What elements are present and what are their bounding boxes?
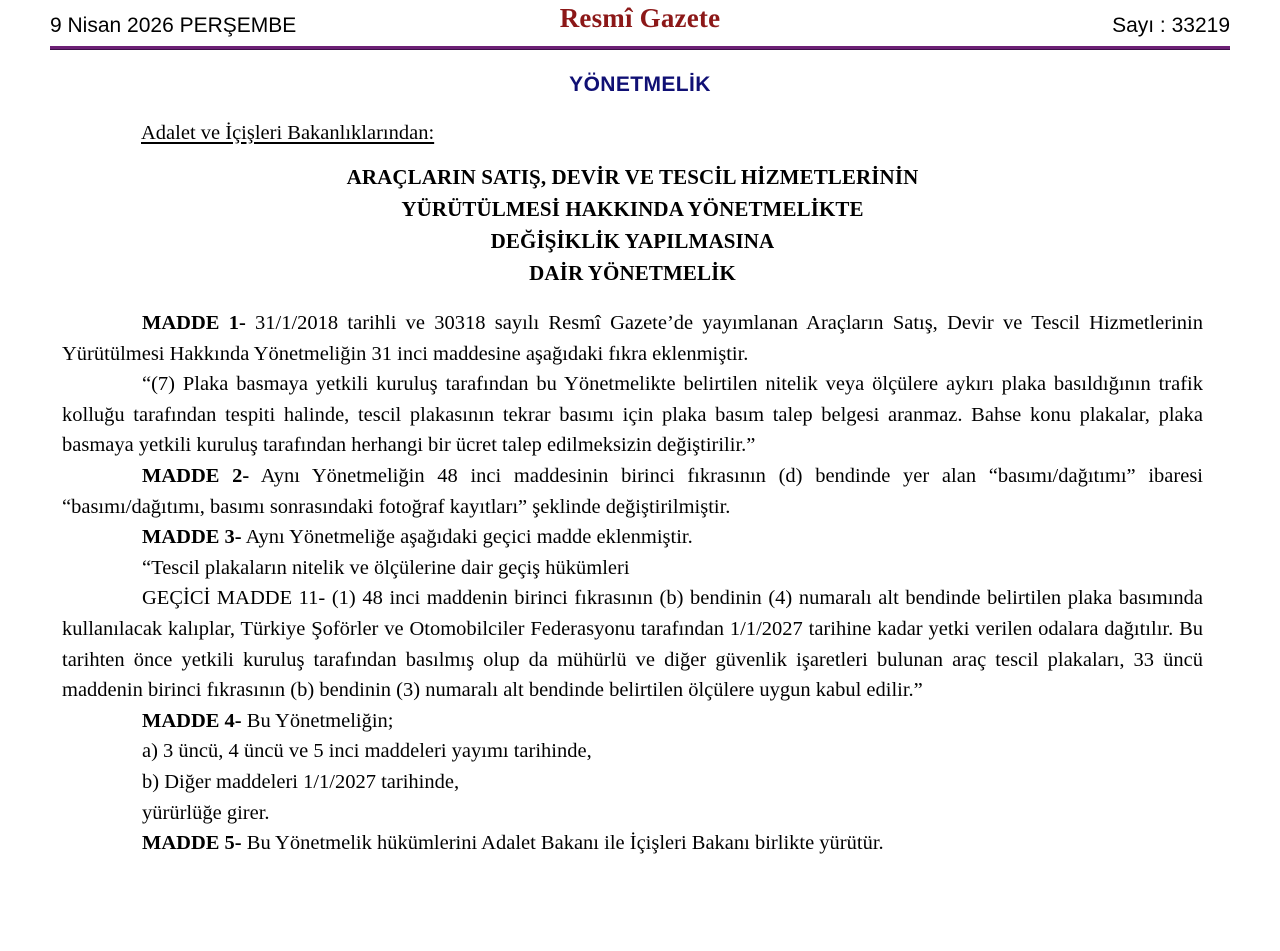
issue-number: Sayı : 33219 [1112,13,1230,37]
article-text-madde-1: 31/1/2018 tarihli ve 30318 sayılı Resmî Gazete’de yayımlanan Araçların Satış, Devir ve Tescil Hizmetlerinin Yürütülmesi Hakkında Yönetmeliğin 31 inci maddesine aşağıdaki fıkra eklenmiştir. [62,312,1203,365]
article-madde-4 [62,706,1203,737]
article-label-madde-1: MADDE 1- [142,312,246,334]
article-madde-1 [62,308,1203,369]
article-label-madde-3: MADDE 3- [142,526,242,549]
publication-date: 9 Nisan 2026 PERŞEMBE [50,13,297,37]
masthead [50,0,1230,46]
provisional-clause-heading: “Tescil plakaların nitelik ve ölçülerine dair geçiş hükümleri [142,556,630,579]
article-text-madde-2: Aynı Yönetmeliğin 48 inci maddesinin birinci fıkrasının (d) bendinde yer alan “basımı/dağıtımı” ibaresi “basımı/dağıtımı, basımı sonrasındaki fotoğraf kayıtları” şeklinde değiştirilmiştir. [62,464,1203,518]
article-madde-5 [62,828,1203,859]
article-madde-4-items [62,736,1203,828]
article-label-madde-4: MADDE 4- [142,709,242,732]
article-label-madde-5: MADDE 5- [142,832,242,855]
gazette-title: Resmî Gazete [559,3,721,33]
document-body [62,119,1203,859]
section-heading: YÖNETMELİK [569,73,711,96]
article-text-madde-1-quote: “(7) Plaka basmaya yetkili kuruluş tarafından bu Yönetmelikte belirtilen nitelik veya ölçülere aykırı plaka basıldığının trafik kolluğu tarafından tespiti halinde, tescil plakasının tekrar basımı için plaka basım talep belgesi aranmaz. Bahse konu plakalar, plaka basmaya yetkili kuruluş tarafından herhangi bir ücret talep edilmeksizin değiştirilir.” [62,373,1203,457]
regulation-title-line-1: ARAÇLARIN SATIŞ, DEVİR VE TESCİL HİZMETLERİNİN [346,165,919,189]
article-text-madde-5: Bu Yönetmelik hükümlerini Adalet Bakanı ile İçişleri Bakanı birlikte yürütür. [241,832,884,855]
issuing-authority-text: Adalet ve İçişleri Bakanlıklarından: [141,122,435,144]
article-madde-4-item-a: a) 3 üncü, 4 üncü ve 5 inci maddeleri yayımı tarihinde, [142,740,592,763]
issuing-authority [141,119,1203,147]
masthead-divider [50,46,1230,50]
regulation-title-line-3: DEĞİŞİKLİK YAPILMASINA [490,229,775,253]
regulation-title-line-4: DAİR YÖNETMELİK [529,261,736,285]
article-madde-1-quoted-clause [62,369,1203,461]
article-gecici-madde-11: GEÇİCİ MADDE 11- (1) 48 inci maddenin birinci fıkrasının (b) bendinin (4) numaralı alt bendinde belirtilen plaka basımında kullanılacak kalıplar, Türkiye Şoförler ve Otomobilciler Federasyonu tarafından 1/1/2027 tarihine kadar yetki verilen odalara dağıtılır. Bu tarihten önce yetkili kuruluş tarafından basılmış olup da mühürlü ve diğer güvenlik işaretleri bulunan araç tescil plakaları, 33 üncü maddenin birinci fıkrasının (b) bendinin (3) numaralı alt bendinde belirtilen ölçülere uygun kabul edilir.” [62,587,1203,702]
article-madde-2 [62,461,1203,522]
regulation-title-line-2: YÜRÜTÜLMESİ HAKKINDA YÖNETMELİKTE [401,197,864,221]
article-text-madde-3: Aynı Yönetmeliğe aşağıdaki geçici madde eklenmiştir. [241,526,693,549]
article-text-madde-4: Bu Yönetmeliğin; [241,709,394,732]
article-madde-3 [62,522,1203,553]
article-label-madde-2: MADDE 2- [142,464,250,487]
article-madde-4-effective-clause: yürürlüğe girer. [142,801,270,824]
regulation-title [62,161,1203,289]
article-madde-4-item-b: b) Diğer maddeleri 1/1/2027 tarihinde, [142,770,460,793]
